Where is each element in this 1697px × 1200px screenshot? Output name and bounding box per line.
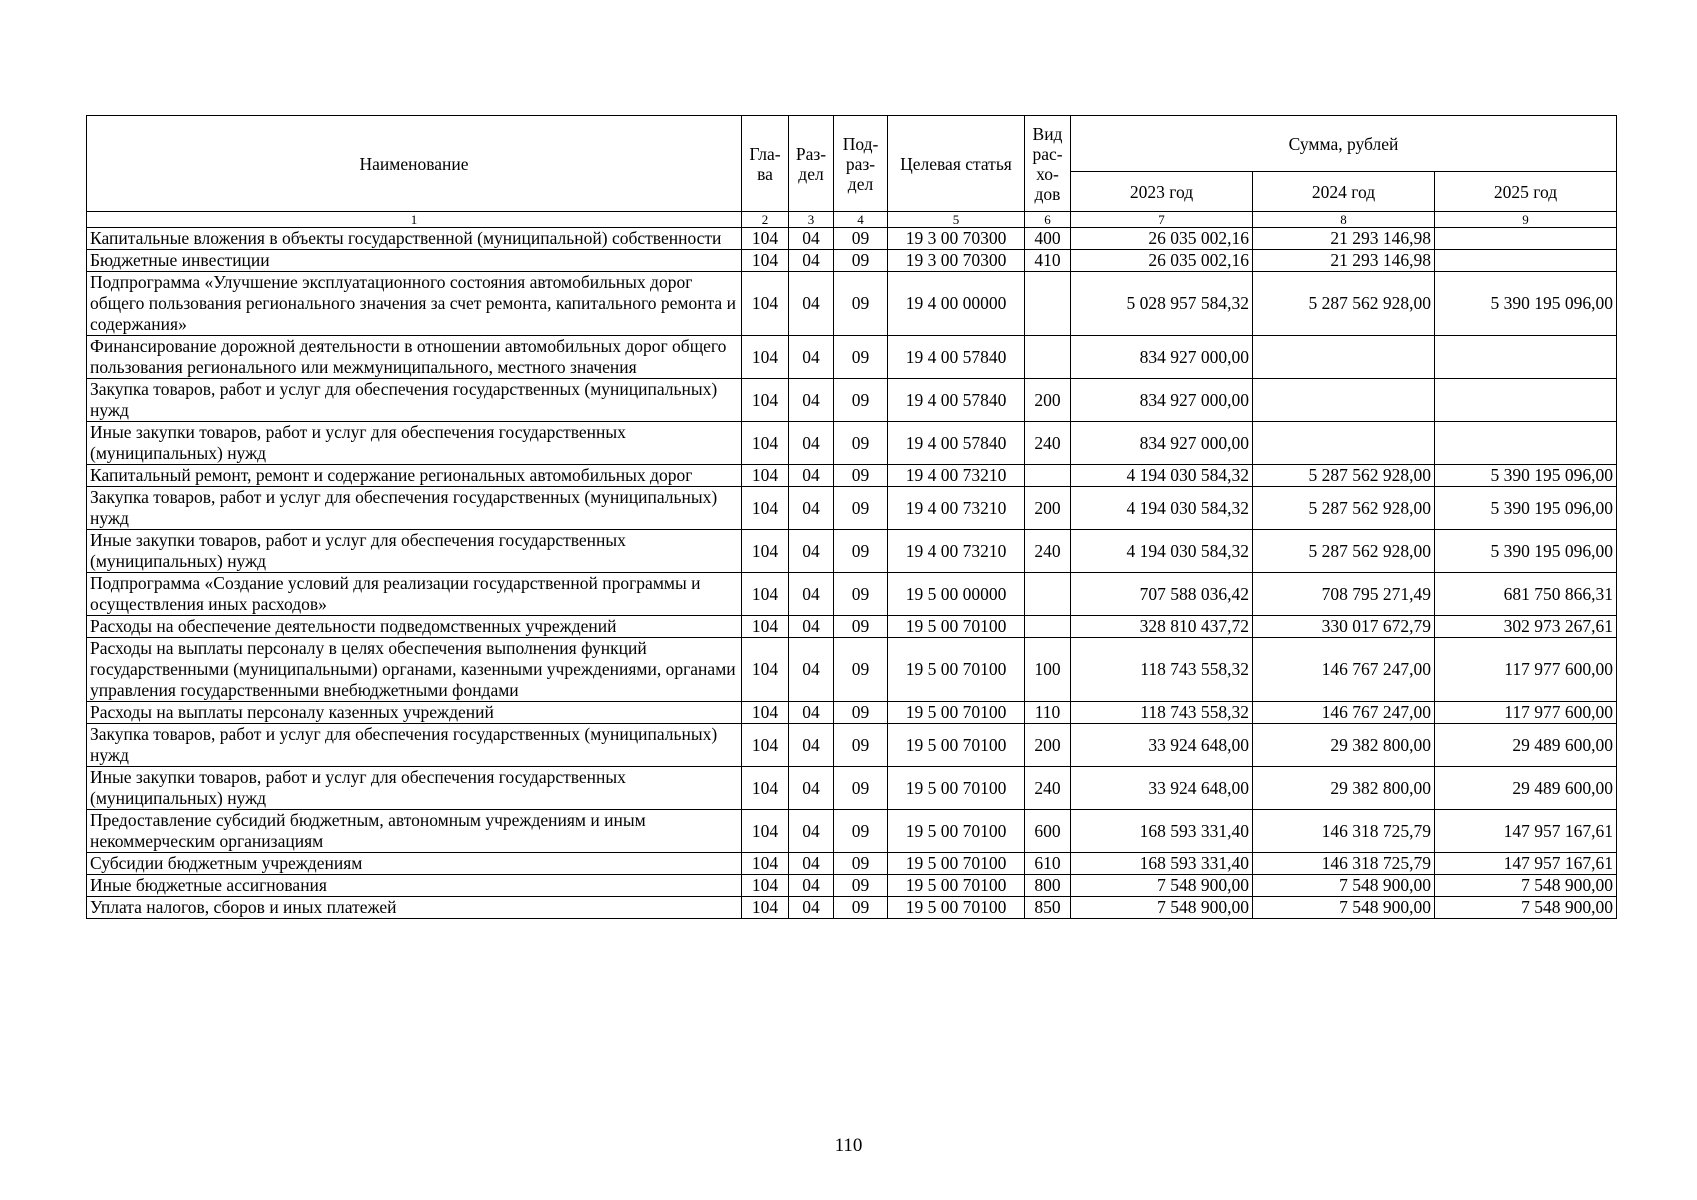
row-sum-2025: 5 390 195 096,00: [1435, 487, 1617, 530]
row-tselevaya: 19 4 00 73210: [888, 487, 1025, 530]
row-tselevaya: 19 5 00 70100: [888, 638, 1025, 702]
row-glava: 104: [742, 379, 789, 422]
row-sum-2025: 147 957 167,61: [1435, 810, 1617, 853]
row-sum-2023: 33 924 648,00: [1071, 767, 1253, 810]
row-sum-2025: 681 750 866,31: [1435, 573, 1617, 616]
row-glava: 104: [742, 272, 789, 336]
row-name: Уплата налогов, сборов и иных платежей: [87, 897, 742, 919]
header-year-2023: 2023 год: [1071, 172, 1253, 212]
row-sum-2024: 330 017 672,79: [1253, 616, 1435, 638]
table-row: [87, 465, 1617, 487]
row-sum-2025: [1435, 422, 1617, 465]
row-name: Предоставление субсидий бюджетным, автономным учреждениям и иным некоммерческим организациям: [87, 810, 742, 853]
row-glava: 104: [742, 702, 789, 724]
row-tselevaya: 19 4 00 57840: [888, 379, 1025, 422]
header-razdel: Раз-дел: [789, 116, 834, 212]
row-sum-2025: 5 390 195 096,00: [1435, 530, 1617, 573]
row-glava: 104: [742, 228, 789, 250]
row-razdel: 04: [789, 530, 834, 573]
row-sum-2023: 4 194 030 584,32: [1071, 465, 1253, 487]
row-name: Закупка товаров, работ и услуг для обеспечения государственных (муниципальных) нужд: [87, 379, 742, 422]
row-sum-2023: 4 194 030 584,32: [1071, 530, 1253, 573]
row-tselevaya: 19 4 00 00000: [888, 272, 1025, 336]
row-tselevaya: 19 5 00 70100: [888, 875, 1025, 897]
row-glava: 104: [742, 638, 789, 702]
row-sum-2024: 7 548 900,00: [1253, 875, 1435, 897]
row-podrazdel: 09: [834, 336, 888, 379]
row-sum-2025: 5 390 195 096,00: [1435, 465, 1617, 487]
row-sum-2025: [1435, 379, 1617, 422]
row-vid: 200: [1025, 379, 1071, 422]
row-vid: [1025, 272, 1071, 336]
column-number: 4: [834, 212, 888, 228]
row-vid: 240: [1025, 422, 1071, 465]
row-sum-2023: 5 028 957 584,32: [1071, 272, 1253, 336]
row-podrazdel: 09: [834, 724, 888, 767]
budget-table: [86, 115, 1617, 919]
row-sum-2024: 146 318 725,79: [1253, 853, 1435, 875]
table-row: [87, 422, 1617, 465]
row-sum-2023: 168 593 331,40: [1071, 853, 1253, 875]
row-razdel: 04: [789, 853, 834, 875]
row-sum-2025: 7 548 900,00: [1435, 897, 1617, 919]
row-razdel: 04: [789, 638, 834, 702]
row-glava: 104: [742, 336, 789, 379]
table-row: [87, 810, 1617, 853]
row-sum-2025: 5 390 195 096,00: [1435, 272, 1617, 336]
row-sum-2025: 147 957 167,61: [1435, 853, 1617, 875]
row-sum-2024: 146 767 247,00: [1253, 702, 1435, 724]
row-glava: 104: [742, 487, 789, 530]
row-sum-2023: 168 593 331,40: [1071, 810, 1253, 853]
row-tselevaya: 19 3 00 70300: [888, 250, 1025, 272]
row-sum-2025: 117 977 600,00: [1435, 702, 1617, 724]
table-row: [87, 638, 1617, 702]
row-sum-2023: 26 035 002,16: [1071, 228, 1253, 250]
row-tselevaya: 19 5 00 70100: [888, 853, 1025, 875]
row-sum-2024: 21 293 146,98: [1253, 250, 1435, 272]
row-sum-2023: 26 035 002,16: [1071, 250, 1253, 272]
row-glava: 104: [742, 422, 789, 465]
table-row: [87, 272, 1617, 336]
row-sum-2025: [1435, 250, 1617, 272]
row-podrazdel: 09: [834, 853, 888, 875]
row-sum-2025: [1435, 336, 1617, 379]
column-number: 3: [789, 212, 834, 228]
row-name: Финансирование дорожной деятельности в отношении автомобильных дорог общего пользования регионального или межмуниципального, местного значения: [87, 336, 742, 379]
row-sum-2024: 7 548 900,00: [1253, 897, 1435, 919]
row-razdel: 04: [789, 336, 834, 379]
header-year-2024: 2024 год: [1253, 172, 1435, 212]
row-razdel: 04: [789, 724, 834, 767]
row-podrazdel: 09: [834, 573, 888, 616]
row-vid: 240: [1025, 530, 1071, 573]
table-row: [87, 573, 1617, 616]
row-sum-2024: [1253, 336, 1435, 379]
table-row: [87, 228, 1617, 250]
row-tselevaya: 19 4 00 57840: [888, 336, 1025, 379]
row-glava: 104: [742, 573, 789, 616]
row-sum-2025: 302 973 267,61: [1435, 616, 1617, 638]
row-razdel: 04: [789, 767, 834, 810]
header-vid: Вид рас-хо-дов: [1025, 116, 1071, 212]
row-razdel: 04: [789, 702, 834, 724]
row-glava: 104: [742, 724, 789, 767]
row-vid: [1025, 573, 1071, 616]
row-sum-2024: 29 382 800,00: [1253, 767, 1435, 810]
row-razdel: 04: [789, 616, 834, 638]
header-glava: Гла-ва: [742, 116, 789, 212]
row-tselevaya: 19 5 00 70100: [888, 897, 1025, 919]
table-row: [87, 616, 1617, 638]
row-glava: 104: [742, 465, 789, 487]
row-vid: 240: [1025, 767, 1071, 810]
row-glava: 104: [742, 530, 789, 573]
row-sum-2025: 29 489 600,00: [1435, 767, 1617, 810]
row-glava: 104: [742, 616, 789, 638]
row-vid: 200: [1025, 487, 1071, 530]
row-sum-2023: 118 743 558,32: [1071, 702, 1253, 724]
row-razdel: 04: [789, 379, 834, 422]
row-sum-2023: 4 194 030 584,32: [1071, 487, 1253, 530]
table-row: [87, 875, 1617, 897]
row-sum-2023: 118 743 558,32: [1071, 638, 1253, 702]
row-tselevaya: 19 5 00 70100: [888, 616, 1025, 638]
row-sum-2024: 146 767 247,00: [1253, 638, 1435, 702]
row-vid: 410: [1025, 250, 1071, 272]
header-year-2025: 2025 год: [1435, 172, 1617, 212]
row-razdel: 04: [789, 810, 834, 853]
header-name: Наименование: [87, 116, 742, 212]
row-sum-2023: 328 810 437,72: [1071, 616, 1253, 638]
row-sum-2024: 21 293 146,98: [1253, 228, 1435, 250]
row-vid: 200: [1025, 724, 1071, 767]
column-number: 9: [1435, 212, 1617, 228]
row-tselevaya: 19 5 00 70100: [888, 724, 1025, 767]
row-sum-2024: 29 382 800,00: [1253, 724, 1435, 767]
row-vid: [1025, 336, 1071, 379]
row-name: Иные бюджетные ассигнования: [87, 875, 742, 897]
row-razdel: 04: [789, 487, 834, 530]
row-razdel: 04: [789, 422, 834, 465]
row-sum-2024: [1253, 422, 1435, 465]
table-row: [87, 853, 1617, 875]
row-podrazdel: 09: [834, 272, 888, 336]
row-glava: 104: [742, 853, 789, 875]
row-podrazdel: 09: [834, 897, 888, 919]
row-vid: 850: [1025, 897, 1071, 919]
row-tselevaya: 19 4 00 57840: [888, 422, 1025, 465]
row-sum-2023: 834 927 000,00: [1071, 336, 1253, 379]
row-razdel: 04: [789, 250, 834, 272]
row-razdel: 04: [789, 465, 834, 487]
row-podrazdel: 09: [834, 810, 888, 853]
row-vid: [1025, 616, 1071, 638]
header-summa: Сумма, рублей: [1071, 116, 1617, 172]
row-name: Подпрограмма «Создание условий для реализации государственной программы и осуществления иных расходов»: [87, 573, 742, 616]
row-podrazdel: 09: [834, 465, 888, 487]
row-podrazdel: 09: [834, 638, 888, 702]
row-tselevaya: 19 5 00 70100: [888, 702, 1025, 724]
row-razdel: 04: [789, 897, 834, 919]
row-name: Бюджетные инвестиции: [87, 250, 742, 272]
row-vid: 110: [1025, 702, 1071, 724]
row-sum-2024: 5 287 562 928,00: [1253, 487, 1435, 530]
row-name: Субсидии бюджетным учреждениям: [87, 853, 742, 875]
row-glava: 104: [742, 897, 789, 919]
row-glava: 104: [742, 810, 789, 853]
row-tselevaya: 19 4 00 73210: [888, 530, 1025, 573]
column-number-row: [87, 212, 1617, 228]
row-sum-2023: 707 588 036,42: [1071, 573, 1253, 616]
row-tselevaya: 19 4 00 73210: [888, 465, 1025, 487]
row-sum-2024: 5 287 562 928,00: [1253, 465, 1435, 487]
table-row: [87, 724, 1617, 767]
table-row: [87, 250, 1617, 272]
row-podrazdel: 09: [834, 530, 888, 573]
row-name: Иные закупки товаров, работ и услуг для обеспечения государственных (муниципальных) нужд: [87, 422, 742, 465]
row-tselevaya: 19 5 00 70100: [888, 767, 1025, 810]
column-number: 5: [888, 212, 1025, 228]
row-razdel: 04: [789, 875, 834, 897]
row-sum-2023: 7 548 900,00: [1071, 875, 1253, 897]
row-glava: 104: [742, 250, 789, 272]
row-vid: 400: [1025, 228, 1071, 250]
row-name: Подпрограмма «Улучшение эксплуатационного состояния автомобильных дорог общего пользования регионального значения за счет ремонта, капитального ремонта и содержания»: [87, 272, 742, 336]
row-vid: 600: [1025, 810, 1071, 853]
column-number: 6: [1025, 212, 1071, 228]
row-podrazdel: 09: [834, 487, 888, 530]
row-name: Иные закупки товаров, работ и услуг для обеспечения государственных (муниципальных) нужд: [87, 767, 742, 810]
row-vid: 100: [1025, 638, 1071, 702]
row-sum-2025: [1435, 228, 1617, 250]
row-sum-2024: 5 287 562 928,00: [1253, 530, 1435, 573]
table-row: [87, 767, 1617, 810]
row-sum-2024: [1253, 379, 1435, 422]
row-razdel: 04: [789, 272, 834, 336]
row-vid: 610: [1025, 853, 1071, 875]
table-row: [87, 530, 1617, 573]
row-sum-2023: 33 924 648,00: [1071, 724, 1253, 767]
row-name: Расходы на обеспечение деятельности подведомственных учреждений: [87, 616, 742, 638]
row-podrazdel: 09: [834, 379, 888, 422]
column-number: 1: [87, 212, 742, 228]
row-podrazdel: 09: [834, 422, 888, 465]
row-name: Иные закупки товаров, работ и услуг для обеспечения государственных (муниципальных) нужд: [87, 530, 742, 573]
column-number: 2: [742, 212, 789, 228]
row-glava: 104: [742, 875, 789, 897]
page-number: 110: [834, 1135, 863, 1156]
column-number: 8: [1253, 212, 1435, 228]
row-name: Закупка товаров, работ и услуг для обеспечения государственных (муниципальных) нужд: [87, 487, 742, 530]
row-podrazdel: 09: [834, 702, 888, 724]
column-number: 7: [1071, 212, 1253, 228]
row-podrazdel: 09: [834, 767, 888, 810]
table-row: [87, 487, 1617, 530]
row-name: Расходы на выплаты персоналу в целях обеспечения выполнения функций государственными (муниципальными) органами, казенными учреждениями, органами управления государственными внебюджетными фондами: [87, 638, 742, 702]
row-glava: 104: [742, 767, 789, 810]
row-podrazdel: 09: [834, 875, 888, 897]
row-sum-2025: 117 977 600,00: [1435, 638, 1617, 702]
row-vid: [1025, 465, 1071, 487]
row-razdel: 04: [789, 573, 834, 616]
table-row: [87, 336, 1617, 379]
row-podrazdel: 09: [834, 616, 888, 638]
row-sum-2023: 834 927 000,00: [1071, 379, 1253, 422]
row-sum-2025: 7 548 900,00: [1435, 875, 1617, 897]
header-podrazdel: Под-раз-дел: [834, 116, 888, 212]
row-sum-2025: 29 489 600,00: [1435, 724, 1617, 767]
row-sum-2024: 708 795 271,49: [1253, 573, 1435, 616]
row-podrazdel: 09: [834, 228, 888, 250]
table-row: [87, 897, 1617, 919]
table-body: [87, 228, 1617, 919]
row-name: Капитальный ремонт, ремонт и содержание региональных автомобильных дорог: [87, 465, 742, 487]
row-razdel: 04: [789, 228, 834, 250]
row-name: Закупка товаров, работ и услуг для обеспечения государственных (муниципальных) нужд: [87, 724, 742, 767]
row-tselevaya: 19 3 00 70300: [888, 228, 1025, 250]
table-row: [87, 379, 1617, 422]
row-podrazdel: 09: [834, 250, 888, 272]
header-tselevaya: Целевая статья: [888, 116, 1025, 212]
row-name: Капитальные вложения в объекты государственной (муниципальной) собственности: [87, 228, 742, 250]
row-sum-2024: 146 318 725,79: [1253, 810, 1435, 853]
row-vid: 800: [1025, 875, 1071, 897]
row-tselevaya: 19 5 00 70100: [888, 810, 1025, 853]
row-name: Расходы на выплаты персоналу казенных учреждений: [87, 702, 742, 724]
row-sum-2024: 5 287 562 928,00: [1253, 272, 1435, 336]
table-row: [87, 702, 1617, 724]
row-sum-2023: 7 548 900,00: [1071, 897, 1253, 919]
row-tselevaya: 19 5 00 00000: [888, 573, 1025, 616]
row-sum-2023: 834 927 000,00: [1071, 422, 1253, 465]
